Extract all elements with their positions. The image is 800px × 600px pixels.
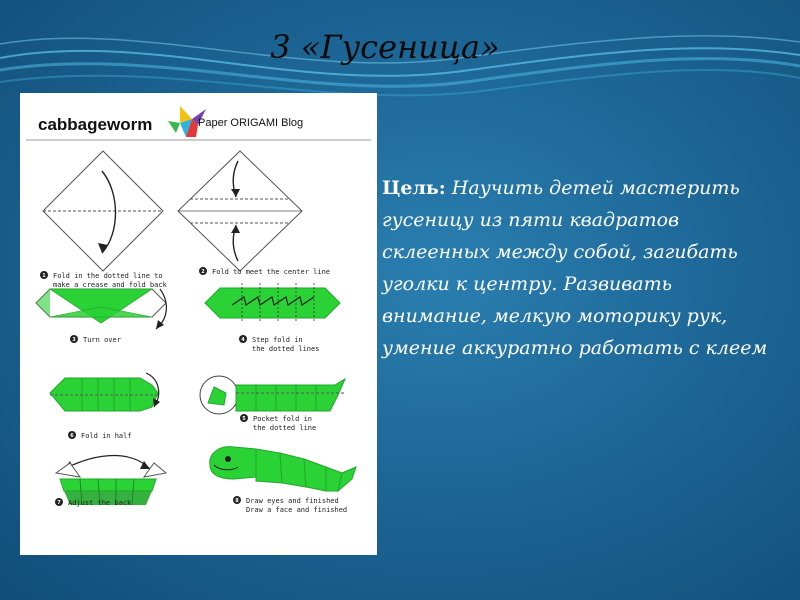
step-4-num: 4 <box>241 337 245 343</box>
step-5-num: 6 <box>70 433 74 439</box>
step-1-text-2: make a crease and fold back <box>53 281 167 289</box>
step-7-figure <box>56 456 166 506</box>
step-3-num: 3 <box>72 337 76 343</box>
step-6-num: 5 <box>242 416 246 422</box>
diagram-header-blog: Paper ORIGAMI Blog <box>198 117 304 129</box>
goal-paragraph <box>382 172 772 364</box>
origami-diagram-drawing <box>20 93 377 555</box>
step-4-figure <box>205 283 340 323</box>
step-4-text-1: Step fold in <box>252 336 303 344</box>
step-7-text-1: Adjust the back <box>68 499 132 507</box>
step-4-text-2: the dotted lines <box>252 345 320 353</box>
step-2-figure <box>178 151 302 271</box>
step-8-text-2: Draw a face and finished <box>246 506 348 514</box>
step-1-num: 1 <box>42 273 46 279</box>
step-5-text-1: Fold in half <box>81 432 132 440</box>
origami-diagram <box>20 93 377 555</box>
slide-title: 3 «Гусеница» <box>270 28 500 66</box>
step-6-text-1: Pocket fold in <box>253 415 313 423</box>
step-7-num: 7 <box>57 500 61 506</box>
step-6-figure <box>200 376 346 414</box>
step-1-figure <box>43 151 163 271</box>
step-2-text-1: Fold to meet the center line <box>212 268 331 276</box>
goal-text: Научить детей мастерить гусеницу из пяти квадратов склеенных между собой, загибать уголки к центру. Развивать внимание, мелкую моторику рук, умение аккуратно работать с клеем <box>382 177 768 359</box>
step-2-num: 2 <box>201 269 205 275</box>
step-8-text-1: Draw eyes and finished <box>246 497 339 505</box>
step-8-figure <box>210 447 356 491</box>
goal-label: Цель: <box>382 177 446 199</box>
step-8-num: 8 <box>235 498 239 504</box>
step-5-figure <box>50 373 160 411</box>
step-3-text-1: Turn over <box>83 336 121 344</box>
diagram-header-title: cabbageworm <box>38 115 153 134</box>
step-6-text-2: the dotted line <box>253 424 317 432</box>
step-1-text-1: Fold in the dotted line to <box>53 272 163 280</box>
step-3-figure <box>36 289 166 329</box>
